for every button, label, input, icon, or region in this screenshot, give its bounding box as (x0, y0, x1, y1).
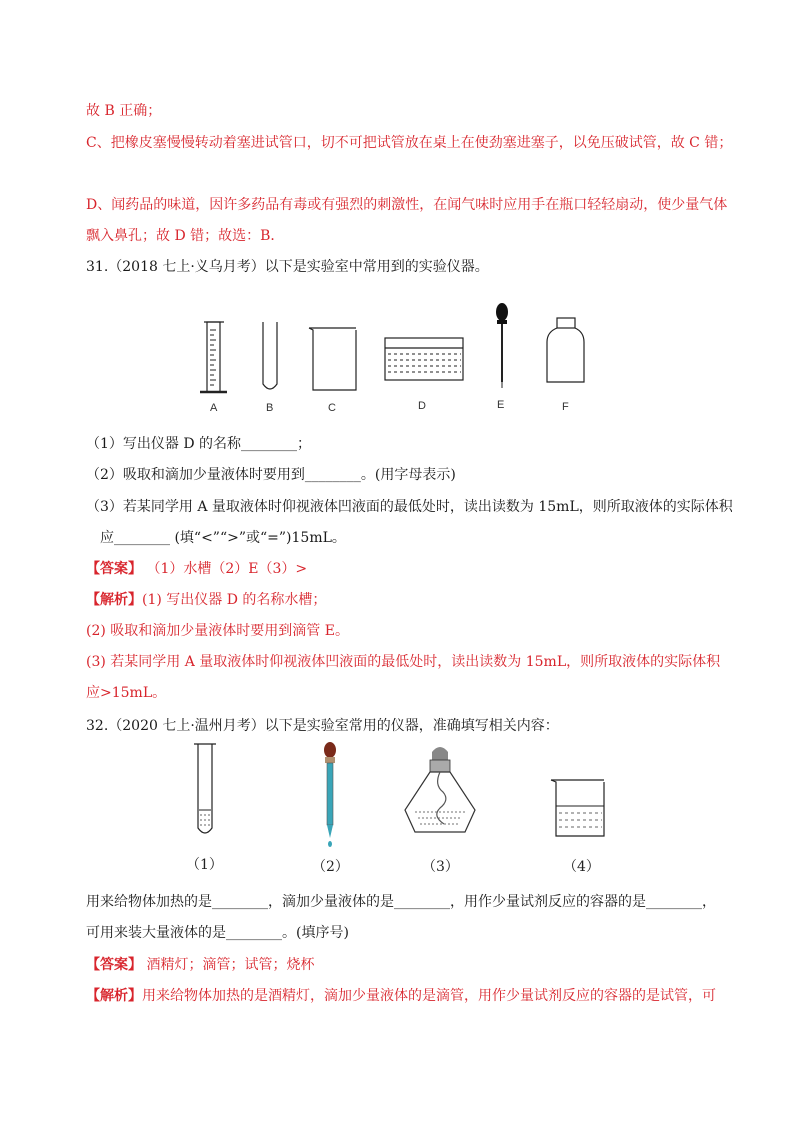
q31-label-a: A (210, 402, 218, 414)
q31-figure (0, 300, 793, 420)
q31-part-1: （1）写出仪器 D 的名称________； (86, 436, 312, 452)
q31-analysis-3a: (3) 若某同学用 A 量取液体时仰视液体凹液面的最低处时，读出读数为 15mL，则所取液体的实际体积 (86, 654, 721, 670)
q31-label-f: F (562, 401, 569, 413)
analysis-text: (1) 写出仪器 D 的名称水槽； (142, 592, 327, 608)
beaker-icon (309, 328, 356, 390)
q31-label-d: D (418, 400, 426, 412)
q31-label-c: C (328, 402, 336, 414)
analysis-tag: 【解析】 (86, 988, 142, 1004)
alcohol-lamp-icon (405, 747, 475, 832)
beaker-icon (551, 780, 604, 836)
analysis-tag: 【解析】 (86, 592, 142, 608)
analysis-text: 用来给物体加热的是酒精灯，滴加少量液体的是滴管，用作少量试剂反应的容器的是试管，可 (142, 988, 716, 1004)
water-trough-icon (385, 338, 463, 380)
prev-line-3: D、闻药品的味道，因许多药品有毒或有强烈的刺激性，在闻气味时应用手在瓶口轻轻扇动，使少量气体 (86, 197, 728, 213)
q31-part-3b: 应________ (填“<”“>”或“=”)15mL。 (100, 530, 346, 546)
q32-label-2: （2） (312, 859, 349, 875)
q32-label-3: （3） (422, 859, 459, 875)
q31-title: 31.（2018 七上·义乌月考）以下是实验室中常用到的实验仪器。 (86, 259, 489, 275)
q31-analysis-1 (86, 590, 326, 610)
q31-answer (86, 559, 307, 579)
test-tube-icon (194, 744, 216, 833)
dropper-icon (324, 742, 336, 847)
prev-line-4: 飘入鼻孔；故 D 错；故选：B． (86, 228, 285, 244)
prev-line-2: C、把橡皮塞慢慢转动着塞进试管口，切不可把试管放在桌上在使劲塞进塞子，以免压破试管，故 C 错； (86, 135, 733, 151)
q31-part-2: （2）吸取和滴加少量液体时要用到________。(用字母表示) (86, 467, 456, 483)
answer-tag: 【答案】 (86, 957, 142, 973)
q31-analysis-2: (2) 吸取和滴加少量液体时要用到滴管 E。 (86, 623, 349, 639)
test-tube-icon (263, 322, 277, 389)
q32-analysis-1 (86, 986, 716, 1006)
q32-label-4: （4） (563, 859, 600, 875)
q32-part-2: 可用来装大量液体的是________。(填序号) (86, 925, 349, 941)
q31-part-3a: （3）若某同学用 A 量取液体时仰视液体凹液面的最低处时，读出读数为 15mL，则所取液体的实际体积 (86, 499, 733, 515)
prev-line-1: 故 B 正确； (86, 103, 162, 119)
graduated-cylinder-icon (200, 322, 227, 392)
q31-label-b: B (266, 402, 274, 414)
answer-text: （1）水槽（2）E（3）> (142, 561, 308, 577)
answer-text: 酒精灯；滴管；试管；烧杯 (142, 957, 315, 973)
q32-part-1: 用来给物体加热的是________，滴加少量液体的是________，用作少量试剂反应的容器的是________， (86, 894, 716, 910)
q32-figure (0, 740, 793, 850)
q32-label-1: （1） (186, 857, 223, 873)
reagent-bottle-icon (547, 318, 584, 382)
q32-title: 32.（2020 七上·温州月考）以下是实验室常用的仪器，准确填写相关内容： (86, 718, 559, 734)
q32-answer (86, 955, 314, 975)
q31-label-e: E (497, 399, 505, 411)
answer-tag: 【答案】 (86, 561, 142, 577)
q31-analysis-3b: 应>15mL。 (86, 685, 167, 701)
dropper-icon (496, 303, 508, 388)
